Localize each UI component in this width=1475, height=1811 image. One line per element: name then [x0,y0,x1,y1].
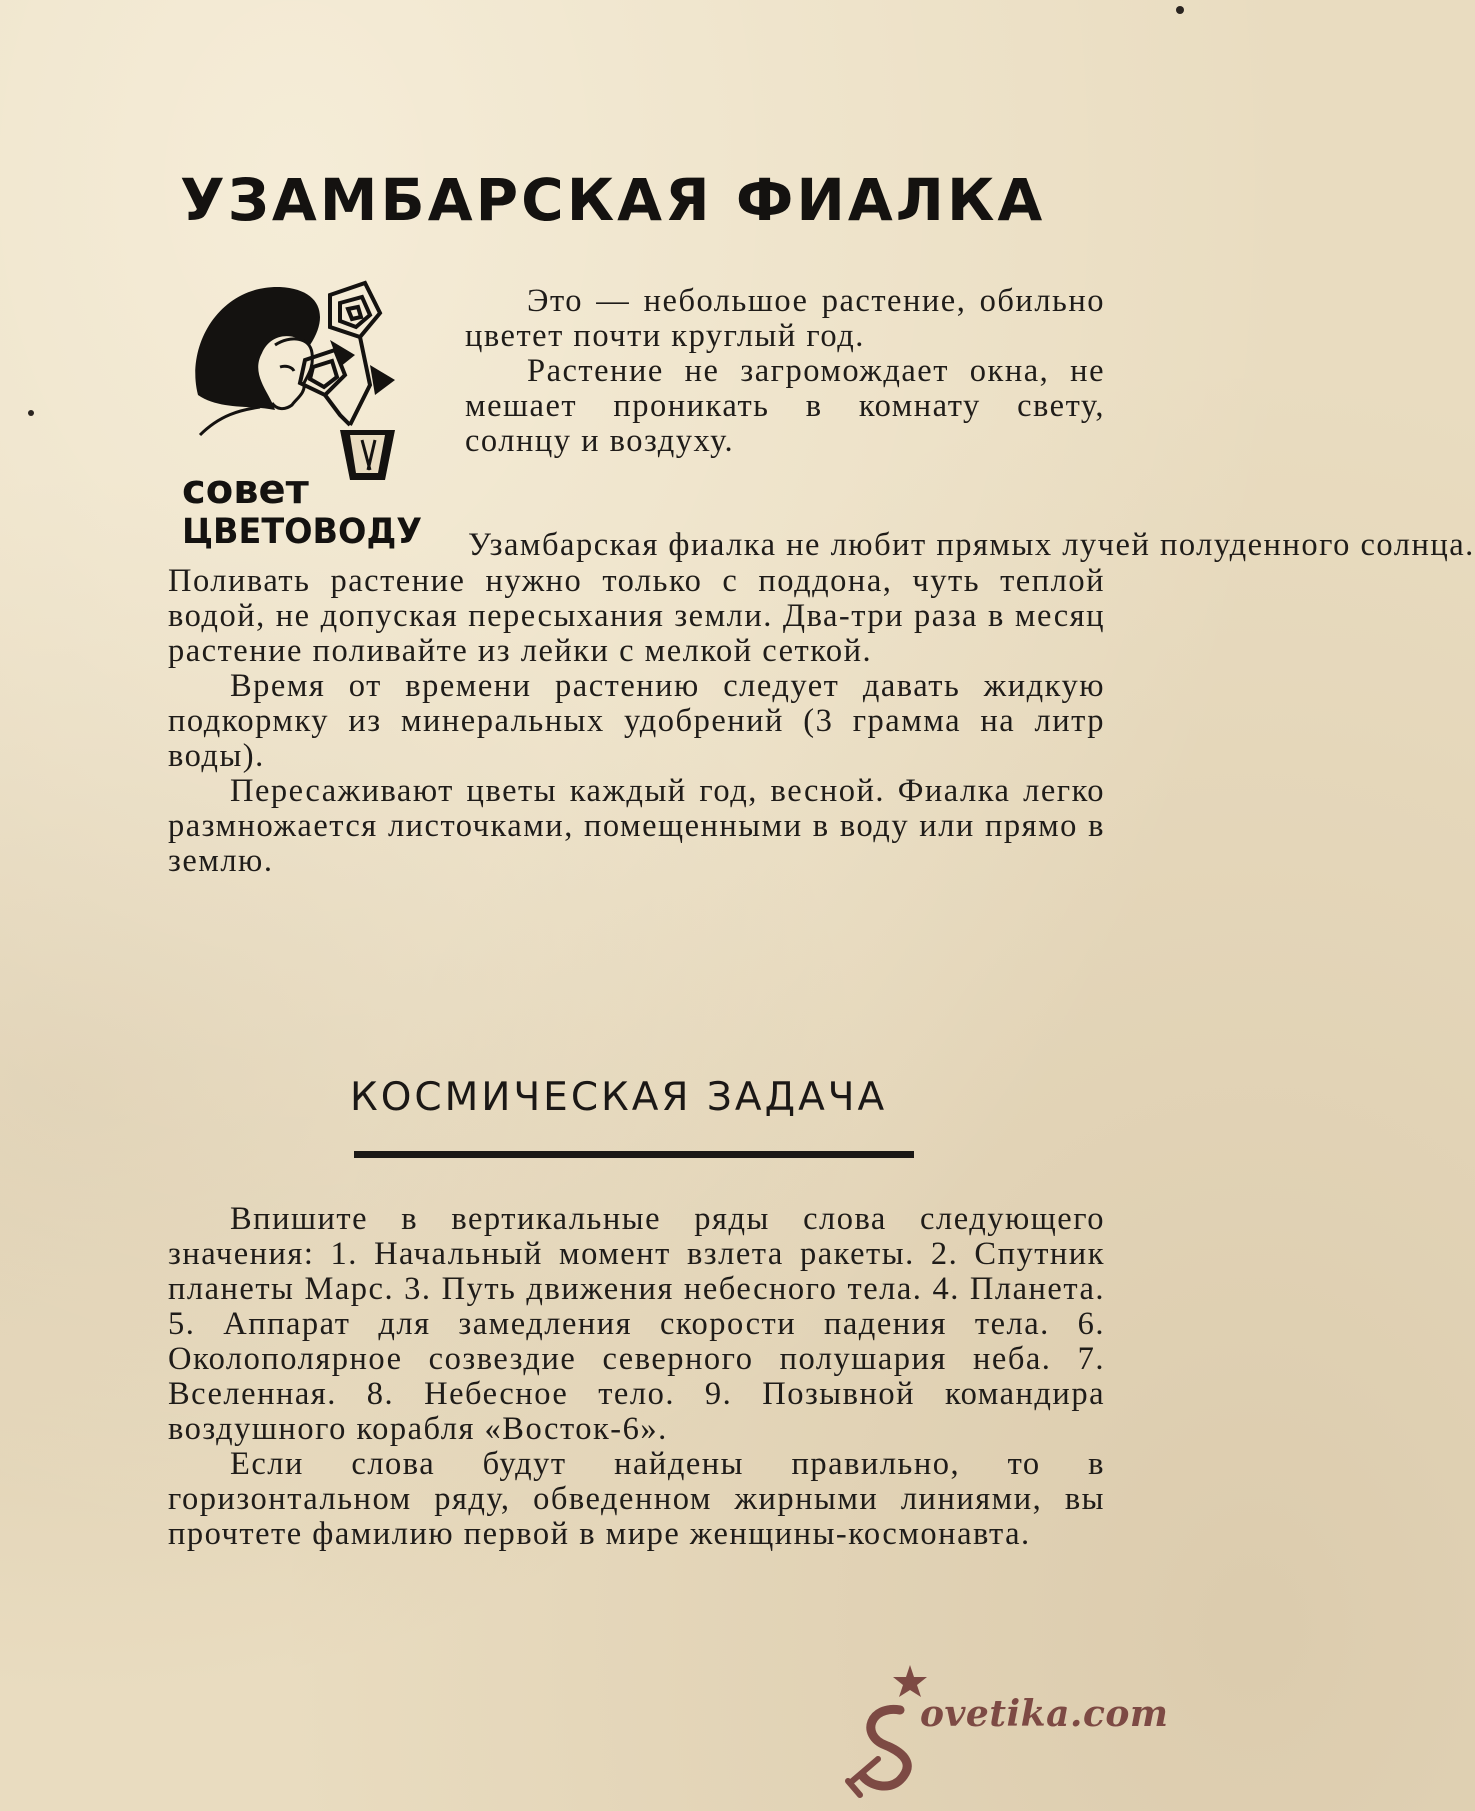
watermark-text: ovetika.com [920,1693,1169,1735]
paragraph-wrap: Узамбарская фиалка не любит прямых лучей полуденного солнца. [468,527,1475,563]
paragraph: Время от времени растению следует давать жидкую подкормку из минеральных удобрений (3 грамма на литр воды). [168,668,1105,774]
paragraph: Впишите в вертикальные ряды слова следующего значения: 1. Начальный момент взлета ракеты. 2. Спутник планеты Марс. 3. Путь движения небесного тела. 4. Планета. 5. Аппарат для замедления скорости падения тела. 6. Околополярное созвездие северного полушария неба. 7. Вселенная. 8. Небесное тело. 9. Позывной командира воздушного корабля «Восток-6». [168,1201,1105,1447]
paragraph: Это — небольшое растение, обильно цветет почти круглый год. [465,283,1105,354]
article-title-space: КОСМИЧЕСКАЯ ЗАДАЧА [350,1075,888,1120]
article-title-violet: УЗАМБАРСКАЯ ФИАЛКА [180,166,1046,234]
print-speck [1176,6,1184,14]
article2-body [168,1202,1105,1552]
article1-intro [465,284,1105,459]
paragraph: Пересаживают цветы каждый год, весной. Фиалка легко размножается листочками, помещенными в воду или прямо в землю. [168,773,1105,879]
paragraph: Если слова будут найдены правильно, то в горизонтальном ряду, обведенном жирными линиями, вы прочтете фамилию первой в мире женщины-космонавта. [168,1446,1105,1552]
flower-advice-illustration [180,275,435,555]
badge-line1: совет [182,467,309,513]
title-underline [354,1151,914,1158]
woman-with-flowers-icon [180,275,435,555]
print-speck [28,410,34,416]
sovetika-watermark [830,1655,1170,1805]
badge-line2: ЦВЕТОВОДУ [182,512,422,552]
paragraph: Растение не загромождает окна, не мешает проникать в комнату свету, солнцу и воздуху. [465,353,1105,459]
paragraph: Поливать растение нужно только с поддона, чуть теплой водой, не допуская пересыхания земли. Два-три раза в месяц растение поливайте из лейки с мелкой сеткой. [168,563,1105,669]
